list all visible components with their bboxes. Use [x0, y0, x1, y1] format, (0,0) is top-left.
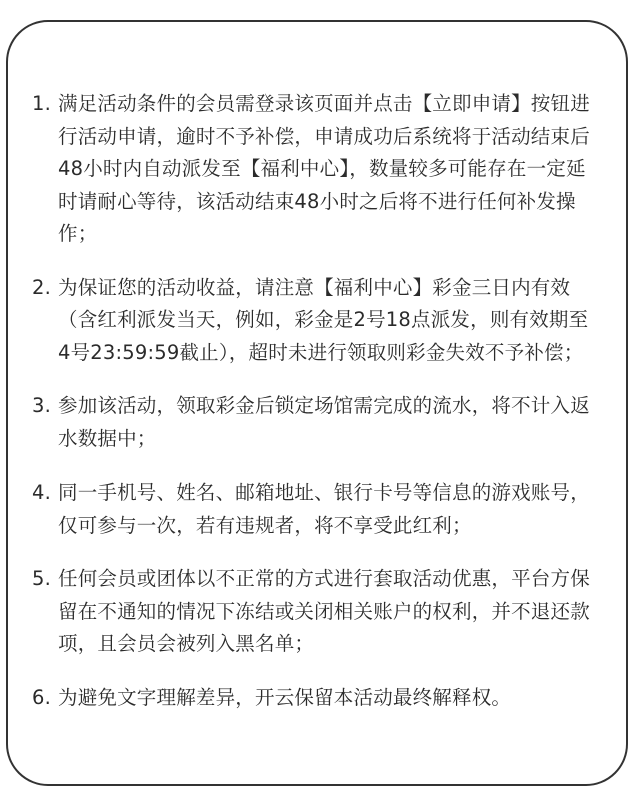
rule-text: 任何会员或团体以不正常的方式进行套取活动优惠，平台方保留在不通知的情况下冻结或关闭相关账户的权利，并不退还款项，且会员会被列入黑名单；	[58, 567, 590, 655]
rule-number: 3.	[32, 394, 52, 417]
rule-text: 为避免文字理解差异，开云保留本活动最终解释权。	[58, 685, 512, 709]
rule-item	[32, 477, 600, 542]
rule-text: 为保证您的活动收益，请注意【福利中心】彩金三日内有效（含红利派发当天，例如，彩金是2号18点派发，则有效期至4号23:59:59截止），超时未进行领取则彩金失效不予补偿；	[58, 275, 589, 364]
rule-item	[32, 88, 600, 251]
rule-text: 满足活动条件的会员需登录该页面并点击【立即申请】按钮进行活动申请，逾时不予补偿，申请成功后系统将于活动结束后48小时内自动派发至【福利中心】，数量较多可能存在一定延时请耐心等待，该活动结束48小时之后将不进行任何补发操作；	[58, 92, 590, 245]
rule-number: 2.	[32, 275, 52, 299]
rule-text: 参加该活动，领取彩金后锁定场馆需完成的流水，将不计入返水数据中；	[58, 394, 590, 450]
rule-item	[32, 563, 600, 661]
rule-number: 4.	[32, 481, 52, 504]
rule-number: 5.	[32, 567, 52, 590]
rules-list	[32, 88, 600, 714]
rule-item	[32, 390, 600, 455]
rules-card	[6, 20, 628, 786]
rule-item	[32, 682, 600, 715]
rule-item	[32, 272, 600, 370]
rule-text: 同一手机号、姓名、邮箱地址、银行卡号等信息的游戏账号，仅可参与一次，若有违规者，将不享受此红利；	[58, 481, 590, 537]
rule-number: 6.	[32, 685, 52, 709]
rule-number: 1.	[32, 92, 52, 115]
